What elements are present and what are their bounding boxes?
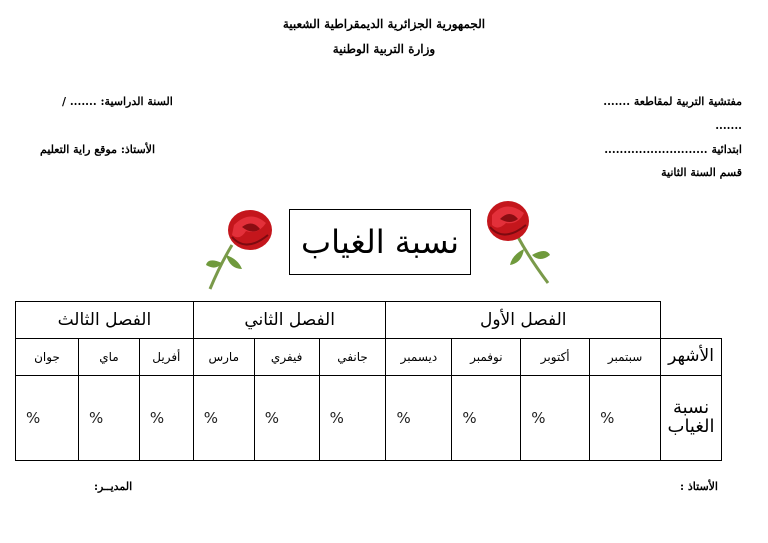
percent-cell: % xyxy=(386,376,452,461)
semester-3-header: الفصل الثالث xyxy=(16,302,194,339)
month-cell: فيفري xyxy=(254,339,319,376)
percent-cell: % xyxy=(139,376,193,461)
absence-rate-table xyxy=(15,301,722,461)
ministry-header: وزارة التربية الوطنية xyxy=(332,42,436,56)
month-cell: أفريل xyxy=(139,339,193,376)
rose-right-icon xyxy=(484,197,556,287)
month-cell: سبتمبر xyxy=(590,339,661,376)
class-line: قسم السنة الثانية xyxy=(661,166,742,179)
percent-cell: % xyxy=(590,376,661,461)
month-cell: جوان xyxy=(16,339,79,376)
percent-cell: % xyxy=(78,376,139,461)
school-line: ابتدائية ........................... xyxy=(604,143,742,156)
teacher-line: الأستاذ: موقع راية التعليم xyxy=(40,143,155,156)
page-title: نسبة الغياب xyxy=(289,209,471,275)
percent-cell: % xyxy=(319,376,386,461)
month-cell: نوفمبر xyxy=(452,339,521,376)
month-cell: أكتوبر xyxy=(521,339,590,376)
month-cell: جانفي xyxy=(319,339,386,376)
percent-cell: % xyxy=(193,376,254,461)
corner-blank-cell xyxy=(661,302,722,339)
percent-cell: % xyxy=(16,376,79,461)
republic-header: الجمهورية الجزائرية الديمقراطية الشعبية xyxy=(282,17,486,31)
school-year-line: السنة الدراسية: ....... / xyxy=(62,95,173,108)
footer-director-signature: المديــر: xyxy=(94,480,133,493)
footer-teacher-signature: الأستاذ : xyxy=(679,480,718,493)
month-cell: مارس xyxy=(193,339,254,376)
inspection-continuation: ....... xyxy=(715,119,742,132)
percent-cell: % xyxy=(452,376,521,461)
months-row-label: الأشهر xyxy=(661,339,722,376)
semester-1-header: الفصل الأول xyxy=(386,302,661,339)
percent-cell: % xyxy=(254,376,319,461)
month-cell: ديسمبر xyxy=(386,339,452,376)
rose-left-icon xyxy=(202,205,280,293)
semester-2-header: الفصل الثاني xyxy=(193,302,386,339)
absence-rate-row-label: نسبة الغياب xyxy=(661,376,722,461)
inspection-line: مفتشية التربية لمقاطعة ....... xyxy=(603,95,742,108)
month-cell: ماي xyxy=(78,339,139,376)
percent-cell: % xyxy=(521,376,590,461)
